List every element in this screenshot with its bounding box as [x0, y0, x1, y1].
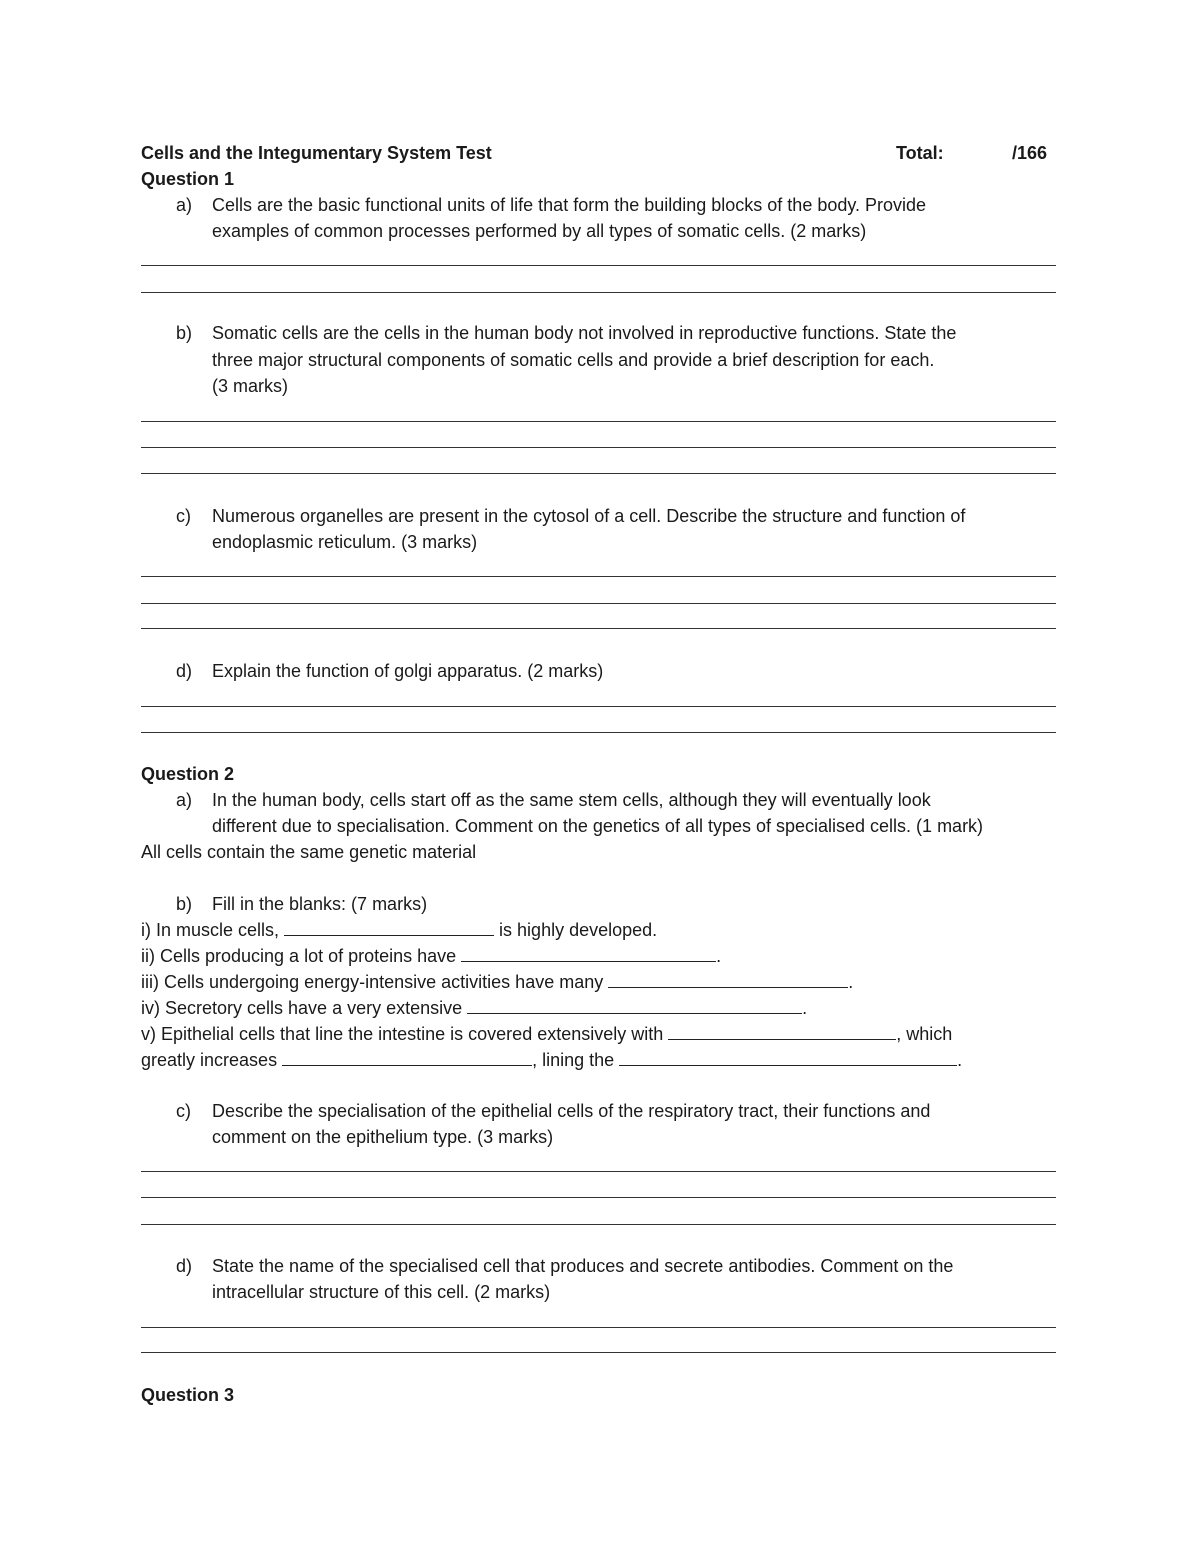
answer-line	[141, 1352, 1056, 1353]
answer-line	[141, 732, 1056, 733]
q2d-line-2: intracellular structure of this cell. (2 marks)	[212, 1282, 551, 1302]
q1b-line-3: (3 marks)	[212, 376, 288, 396]
q2d-line-1: State the name of the specialised cell that produces and secrete antibodies. Comment on the	[212, 1256, 954, 1276]
answer-line	[141, 265, 1056, 266]
q2a-marker: a)	[176, 790, 193, 810]
answer-line	[141, 628, 1056, 629]
fill-blank-iii: iii) Cells undergoing energy-intensive activities have many .	[141, 969, 853, 995]
q2c-line-1: Describe the specialisation of the epithelial cells of the respiratory tract, their functions and	[212, 1101, 931, 1121]
blank-field[interactable]	[461, 943, 716, 962]
answer-line	[141, 1224, 1056, 1225]
q1b-line-2: three major structural components of somatic cells and provide a brief description for each.	[212, 350, 935, 370]
q2c-marker: c)	[176, 1101, 191, 1121]
test-title: Cells and the Integumentary System Test	[141, 143, 492, 163]
answer-line	[141, 292, 1056, 293]
blank-field[interactable]	[284, 917, 494, 936]
blank-field[interactable]	[668, 1021, 896, 1040]
question-3-heading: Question 3	[141, 1385, 235, 1405]
total-value: /166	[1012, 143, 1048, 163]
fill-blank-ii: ii) Cells producing a lot of proteins have .	[141, 943, 721, 969]
answer-line	[141, 603, 1056, 604]
fill-blank-v: v) Epithelial cells that line the intestine is covered extensively with , which	[141, 1021, 952, 1047]
answer-line	[141, 576, 1056, 577]
q2b-marker: b)	[176, 894, 193, 914]
q2a-line-2: different due to specialisation. Comment on the genetics of all types of specialised cells. (1 mark)	[212, 816, 984, 836]
q1a-line-1: Cells are the basic functional units of life that form the building blocks of the body. Provide	[212, 195, 927, 215]
q2c-line-2: comment on the epithelium type. (3 marks)	[212, 1127, 554, 1147]
q1b-marker: b)	[176, 323, 193, 343]
q1d-marker: d)	[176, 661, 193, 681]
answer-line	[141, 1327, 1056, 1328]
blank-field[interactable]	[608, 969, 848, 988]
blank-field[interactable]	[467, 995, 802, 1014]
q1a-line-2: examples of common processes performed by all types of somatic cells. (2 marks)	[212, 221, 867, 241]
answer-line	[141, 1197, 1056, 1198]
answer-line	[141, 447, 1056, 448]
q2d-marker: d)	[176, 1256, 193, 1276]
q1b-line-1: Somatic cells are the cells in the human body not involved in reproductive functions. State the	[212, 323, 957, 343]
q1d-line-1: Explain the function of golgi apparatus. (2 marks)	[212, 661, 604, 681]
q1c-line-2: endoplasmic reticulum. (3 marks)	[212, 532, 478, 552]
total-label: Total:	[896, 143, 944, 163]
q2a-line-1: In the human body, cells start off as the same stem cells, although they will eventually look	[212, 790, 931, 810]
q1c-marker: c)	[176, 506, 191, 526]
answer-line	[141, 421, 1056, 422]
answer-line	[141, 473, 1056, 474]
q2b-line-1: Fill in the blanks: (7 marks)	[212, 894, 428, 914]
question-1-heading: Question 1	[141, 169, 235, 189]
blank-field[interactable]	[282, 1047, 532, 1066]
answer-line	[141, 1171, 1056, 1172]
question-2-heading: Question 2	[141, 764, 235, 784]
q1a-marker: a)	[176, 195, 193, 215]
fill-blank-iv: iv) Secretory cells have a very extensive .	[141, 995, 807, 1021]
fill-blank-i: i) In muscle cells, is highly developed.	[141, 917, 657, 943]
blank-field[interactable]	[619, 1047, 957, 1066]
fill-blank-v-continued: greatly increases , lining the .	[141, 1047, 962, 1073]
answer-line	[141, 706, 1056, 707]
q1c-line-1: Numerous organelles are present in the cytosol of a cell. Describe the structure and function of	[212, 506, 966, 526]
q2a-answer: All cells contain the same genetic material	[141, 842, 477, 862]
